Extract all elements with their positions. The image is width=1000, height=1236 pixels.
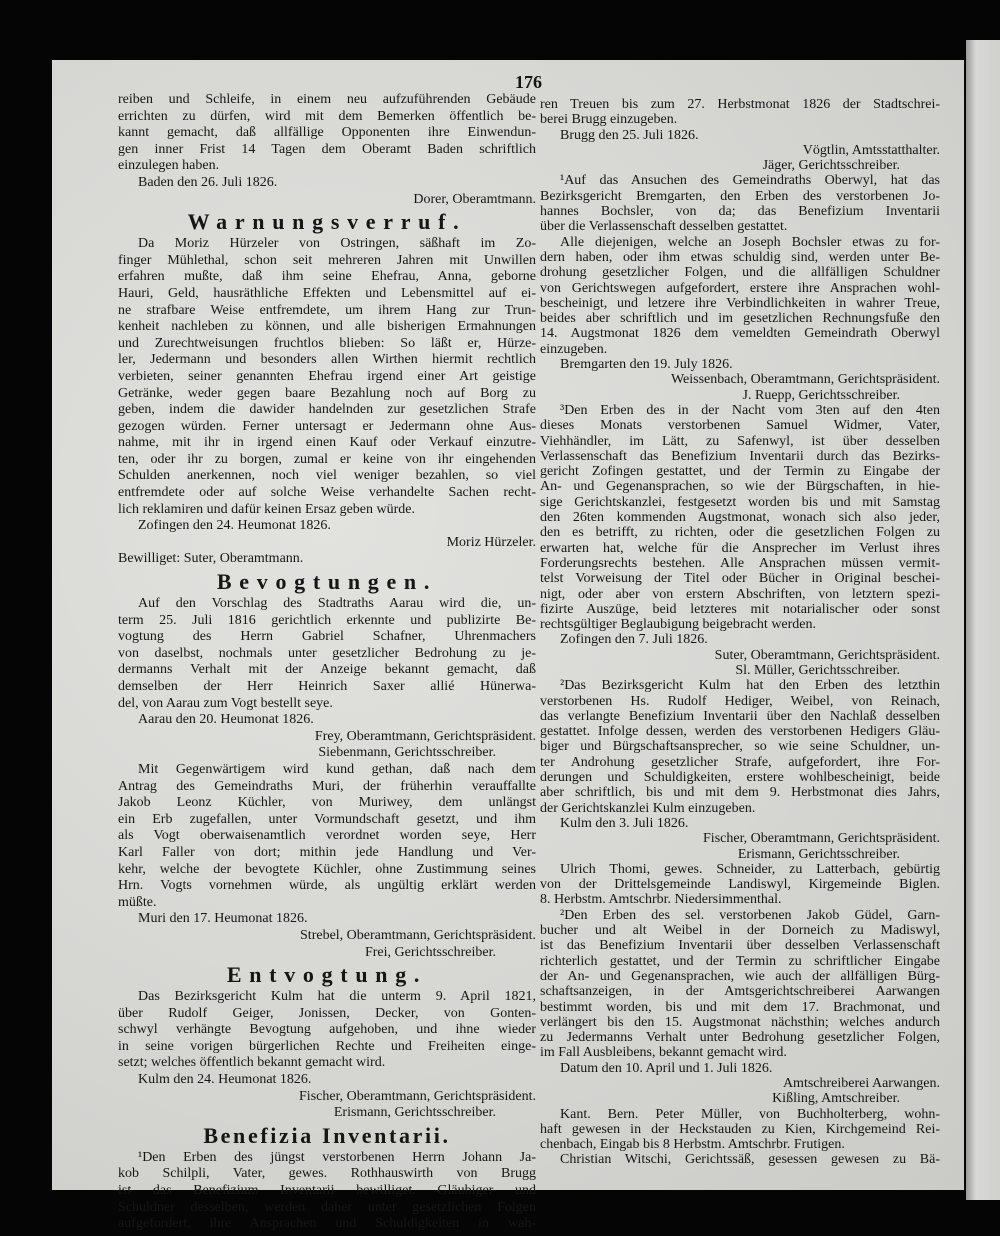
text-line: finger Mühlethal, schon seit mehreren Jahren mit Unwillen	[118, 252, 536, 268]
text-line: ren Treuen bis zum 27. Herbstmonat 1826 der Stadtschrei-	[540, 97, 940, 112]
text-line: Karl Faller von dort; mithin jede Handlung und Ver-	[118, 844, 536, 860]
text-line: im Fall Ausbleibens, bekannt gemacht wird.	[540, 1045, 787, 1061]
signature-block	[540, 1076, 940, 1107]
dateline-text: Bremgarten den 19. July 1826.	[560, 357, 733, 373]
text-line: hannes Bochsler, von da; das Benefizium Inventarii	[540, 204, 940, 220]
signature-block	[540, 372, 940, 403]
text-line: ter Androhung gesetzlicher Strafe, aufgefordert, ihre For-	[540, 754, 940, 770]
dateline-text: Aarau den 20. Heumonat 1826.	[138, 712, 314, 728]
text-line: errichten zu dürfen, wird mit dem Bemerken öffentlich be-	[118, 108, 536, 124]
text-line: verlängert bis den 15. Augstmonat nächsthin; welches andurch	[540, 1014, 940, 1030]
text-line: demselben der Herr Heinrich Saxer allié Hünerwa-	[118, 679, 536, 694]
dateline	[540, 357, 940, 372]
text-line: und Zurechtweisungen fruchtlos blieben: So läßt er, Hürze-	[118, 335, 536, 351]
text-line: gestattet. Infolge dessen, werden des verstorbenen Hedigers Gläu-	[540, 724, 940, 740]
text-line: del, von Aarau zum Vogt bestellt seye.	[118, 695, 333, 711]
text-line: über die Verlassenschaft desselben gestattet.	[540, 219, 788, 235]
dateline-text: Zofingen den 24. Heumonat 1826.	[138, 518, 331, 534]
text-line: ten, oder ihr zu borgen, zumal er keine von ihr eingehenden	[118, 451, 536, 467]
signature-line: Moriz Hürzeler.	[446, 534, 536, 550]
dateline-text: Zofingen den 7. Juli 1826.	[560, 632, 708, 648]
text-line: Alle diejenigen, welche an Joseph Bochsler etwas zu for-	[560, 234, 940, 250]
section-heading: Benefizia Inventarii.	[203, 1122, 451, 1148]
notice-paragraph	[540, 1107, 940, 1153]
signature-line: Vögtlin, Amtsstatthalter.	[802, 142, 940, 158]
text-line: gen inner Frist 14 Tagen dem Oberamt Baden schriftlich	[118, 141, 536, 157]
text-line: nigt, oder aber von erstern Abschriften, von letztern spezi-	[540, 586, 940, 602]
text-line: kenheit nachleben zu können, und alle bisherigen Ermahnungen	[118, 319, 536, 335]
text-line: schaftsanzeigen, in der Amtsgerichtschreiberei Aarwangen	[540, 984, 940, 1000]
text-line: ist das Benefizium Inventarii über desselben Verlassenschaft	[540, 938, 940, 954]
signature-line: J. Ruepp, Gerichtsschreiber.	[742, 387, 900, 403]
text-line: von Gerichtswegen aufgefordert, erstere ihre Ansprachen wohl-	[540, 280, 940, 296]
text-line: ²Den Erben des sel. verstorbenen Jakob Güdel, Garn-	[560, 907, 940, 923]
text-line: Auf den Vorschlag des Stadtraths Aarau wird die, un-	[138, 596, 536, 612]
text-line: erfahren mußte, daß ihm seine Ehefrau, Anna, geborne	[118, 269, 536, 285]
text-line: ²Das Bezirksgericht Kulm hat den Erben des letzthin	[560, 678, 940, 694]
text-line: kehr, welche der bevogtete Küchler, ohne Zustimmung seines	[118, 861, 536, 877]
text-line: rechtsgültiger Beglaubigung beigebracht werden.	[540, 617, 817, 633]
text-line: über Rudolf Geiger, Jonissen, Decker, von Gonten-	[118, 1005, 536, 1021]
text-line: nahme, mit ihr in irgend einen Kauf oder Verkauf einzutre-	[118, 435, 536, 451]
signature-block	[118, 729, 536, 762]
left-column	[118, 92, 536, 1233]
dateline-text: Brugg den 25. Juli 1826.	[560, 127, 699, 143]
text-line: haft gewesen in der Heckstauden zu Kien, Kirchgemeind Rei-	[540, 1121, 940, 1137]
text-line: biger und Bürgschaftsansprecher, so wie seine Schuldner, un-	[540, 739, 940, 755]
text-line: setzt; welches öffentlich bekannt gemacht wird.	[118, 1055, 386, 1071]
text-line: richterlich gestattet, und der Termin zu schriftlicher Eingabe	[540, 953, 940, 969]
text-line: term 25. Juli 1816 gerichtlich erkennte und publizirte Be-	[118, 612, 536, 628]
dateline-text: Kulm den 24. Heumonat 1826.	[138, 1072, 312, 1088]
notice-paragraph	[540, 235, 940, 357]
notice-paragraph	[540, 173, 940, 234]
notice-paragraph	[118, 596, 536, 712]
notice-paragraph	[118, 236, 536, 518]
text-line: den es betrifft, zu richten, oder die gesetzlichen Folgen zu	[540, 525, 940, 541]
text-line: Getränke, weder gegen baare Bezahlung noch auf Borg zu	[118, 385, 536, 401]
dateline	[118, 712, 536, 729]
signature-line: Amtschreiberei Aarwangen.	[782, 1076, 940, 1091]
text-line: Schulden anerkennen, noch viel weniger bezahlen, so viel	[118, 468, 536, 484]
signature-line: Sl. Müller, Gerichtsschreiber.	[735, 662, 900, 678]
signature-line: Weissenbach, Oberamtmann, Gerichtspräsident.	[670, 372, 940, 388]
signature-line: Frey, Oberamtmann, Gerichtspräsident.	[314, 728, 536, 744]
text-line: gericht Zofingen gestattet, und der Termin zu Eingabe der	[540, 464, 940, 480]
text-line: Ulrich Thomi, gewes. Schneider, zu Latterbach, gebürtig	[560, 861, 940, 877]
adjacent-page-edge	[966, 40, 1000, 1200]
continued-paragraph	[540, 97, 940, 128]
text-line: Verlassenschaft das Benefizium Inventarii durch das Bezirks-	[540, 448, 940, 464]
text-line: ler, Jedermann und besonders allen Wirthen hiermit rechtlich	[118, 352, 536, 368]
signature-line: Siebenmann, Gerichtsschreiber.	[318, 745, 496, 761]
text-line: einzugeben.	[540, 341, 608, 357]
signature-line: Dorer, Oberamtmann.	[413, 191, 536, 207]
right-column	[540, 97, 940, 1168]
text-line: An- und Gegenansprachen, so wie der Bürgschaften, in hie-	[540, 479, 940, 495]
signature-line: Jäger, Gerichtsschreiber.	[762, 158, 900, 174]
text-line: verbieten, seiner genannten Ehefrau irgend einer Art geistige	[118, 368, 536, 384]
text-line: bucher und alt Weibel in der Dorneich zu Madiswyl,	[540, 923, 940, 939]
text-line: ein Erb zugefallen, unter Vormundschaft gesetzt, und ihm	[118, 811, 536, 827]
text-line: dern haben, oder ihm etwas schuldig sind, werden unter Be-	[540, 249, 940, 265]
section-heading: Bevogtungen.	[216, 569, 438, 595]
dateline-text: Baden den 26. Juli 1826.	[138, 174, 278, 190]
text-line: Mit Gegenwärtigem wird kund gethan, daß nach dem	[138, 761, 536, 777]
text-line: beides aber schriftlich und im gesetzlichen Rechnungsfuße den	[540, 311, 940, 327]
signature-line: Erismann, Gerichtsschreiber.	[333, 1105, 496, 1121]
text-line: von der Drittelsgemeinde Landiswyl, Kirgemeinde Biglen.	[540, 877, 940, 893]
text-line: verstorbenen Hs. Rudolf Hediger, Weibel, von Reinach,	[540, 693, 940, 709]
text-line: fizirte Auszüge, beid letzteres mit notarialischer oder sonst	[540, 601, 940, 617]
section-heading: Warnungsverruf.	[187, 209, 467, 235]
text-line: der Gerichtskanzlei Kulm einzugeben.	[540, 800, 756, 816]
text-line: Antrag des Gemeindraths Muri, der früherhin verauffallte	[118, 778, 536, 794]
text-line: reiben und Schleife, in einem neu aufzuführenden Gebäude	[118, 92, 536, 107]
signature-line: Kißling, Amtschreiber.	[772, 1091, 900, 1107]
text-line: aufgefordert, ihre Ansprachen und Schuldigkeiten in wah-	[118, 1216, 536, 1232]
text-line: bestimmt worden, bis und mit dem 17. Brachmonat, und	[540, 999, 940, 1015]
text-line: drohung gesetzlicher Folgen, und die allfälligen Schuldner	[540, 265, 940, 281]
text-line: müßte.	[118, 894, 157, 910]
text-line: derungen und Schuldigkeiten, erstere wohlbescheinigt, beide	[540, 770, 940, 786]
text-line: das verlangte Benefizium Inventarii über den Nachlaß desselben	[540, 708, 940, 724]
signature-block	[118, 928, 536, 961]
dateline	[118, 1072, 536, 1089]
signature-block	[118, 192, 536, 209]
text-line: entfremdete oder auf solche Weise verhandelte Sachen recht-	[118, 485, 536, 501]
dateline	[540, 816, 940, 831]
notice-paragraph	[540, 908, 940, 1061]
text-line: dieses Monats verstorbenen Samuel Widmer, Vater,	[540, 418, 940, 434]
text-line: Kant. Bern. Peter Müller, von Buchholterberg, wohn-	[560, 1106, 940, 1122]
text-line: zu Jedermanns Verhalt unter Bedrohung gesetzlicher Folgen,	[540, 1030, 940, 1046]
text-line: in seine vorigen bürgerlichen Rechte und Freiheiten einge-	[118, 1038, 536, 1054]
signature-block	[540, 648, 940, 679]
signature-block	[118, 535, 536, 552]
text-line: kob Schilpli, Vater, gewes. Rothhauswirth von Brugg	[118, 1166, 536, 1182]
text-line: ne strafbare Weise entfremdete, um ihrem Hang zur Trun-	[118, 302, 536, 318]
signature-line: Fischer, Oberamtmann, Gerichtspräsident.	[703, 831, 940, 847]
text-line: dermanns Verhalt mit der Anzeige bekannt gemacht, daß	[118, 662, 536, 678]
dateline	[540, 128, 940, 143]
text-line: Jakob Leonz Küchler, von Muriwey, dem unlängst	[118, 795, 536, 811]
text-line: Schuldner desselben, werden daher unter gesetzlichen Folgen	[118, 1199, 536, 1215]
signature-line: Fischer, Oberamtmann, Gerichtspräsident.	[299, 1088, 536, 1104]
text-line: 14. Augstmonat 1826 dem vemeldten Gemeindrath Oberwyl	[540, 326, 940, 342]
text-line: gezogen würden. Ferner untersagt er Jedermann ohne Aus-	[118, 418, 536, 434]
text-line: einzulegen haben.	[118, 158, 220, 174]
text-line: ³Den Erben des in der Nacht vom 3ten auf den 4ten	[560, 402, 940, 418]
text-line: der An- und Gegenansprachen, wie auch der allfälligen Bürg-	[540, 968, 940, 984]
section-heading: Entvogtung.	[226, 962, 428, 988]
notice-paragraph	[540, 403, 940, 632]
text-line: lich reklamiren und dafür keinen Ersaz geben würde.	[118, 501, 415, 517]
notice-paragraph	[540, 678, 940, 816]
text-line: geben, indem die dawider handelnden zur gesetzlichen Strafe	[118, 402, 536, 418]
text-line: den 26ten kommenden Augstmonat, wonach sich also jeder,	[540, 510, 940, 526]
text-line: bescheinigt, und letzere ihre Verbindlichkeiten in wahrer Treue,	[540, 295, 940, 311]
text-line: vogtung des Herrn Gabriel Schafner, Uhrenmachers	[118, 629, 536, 645]
signature-line: Frei, Gerichtsschreiber.	[364, 944, 496, 960]
text-line: ist das Benefizium Inventarii bewilliget. Gläubiger und	[118, 1183, 536, 1199]
signature-line: Erismann, Gerichtsschreiber.	[737, 846, 900, 862]
text-line: ¹Den Erben des jüngst verstorbenen Herrn Johann Ja-	[138, 1149, 536, 1165]
dateline	[118, 518, 536, 535]
text-line: sige Gerichtskanzlei, festgesetzt worden bis und mit Samstag	[540, 494, 940, 510]
dateline	[118, 911, 536, 928]
text-line: Bezirksgericht Bremgarten, den Erben des verstorbenen Jo-	[540, 188, 940, 204]
dateline	[540, 632, 940, 647]
text-line: Forderungsrechts bestehen. Alle Ansprachen müssen vermit-	[540, 555, 940, 571]
notice-paragraph	[118, 762, 536, 911]
dateline-text: Kulm den 3. Juli 1826.	[560, 815, 689, 831]
text-line: Das Bezirksgericht Kulm hat die unterm 9. April 1821,	[138, 989, 536, 1005]
text-line: von daselbst, nochmals unter gesetzlicher Bedrohung zu je-	[118, 645, 536, 661]
page-number: 176	[515, 72, 542, 92]
dateline-text: Datum den 10. April und 1. Juli 1826.	[560, 1060, 773, 1076]
notice-paragraph	[118, 1150, 536, 1233]
text-line: als Vogt oberwaisenamtlich verordnet worden seye, Herr	[118, 828, 536, 844]
text-line: Hrn. Vogts vornehmen würde, als ungültig erklärt werden	[118, 878, 536, 894]
notice-paragraph	[540, 1152, 940, 1167]
text-line: berei Brugg einzugeben.	[540, 112, 678, 128]
signature-line: Suter, Oberamtmann, Gerichtspräsident.	[714, 647, 940, 663]
signature-block	[118, 1089, 536, 1122]
signature-block	[540, 831, 940, 862]
notice-paragraph	[118, 989, 536, 1072]
dateline-text: Muri den 17. Heumonat 1826.	[138, 911, 308, 927]
text-line: erwarten hat, welche für die Ansprecher im Verlust ihres	[540, 540, 940, 556]
text-line: 8. Herbstm. Amtschrbr. Niedersimmenthal.	[540, 892, 782, 908]
dateline	[540, 1061, 940, 1076]
signature-block	[540, 143, 940, 174]
text-line: Hauri, Geld, hausräthliche Effekten und Lebensmittel auf ei-	[118, 285, 536, 301]
text-line: Christian Witschi, Gerichtssäß, gesessen gewesen zu Bä-	[560, 1152, 940, 1168]
approval-text: Bewilliget: Suter, Oberamtmann.	[118, 551, 304, 567]
text-line: ¹Auf das Ansuchen des Gemeindraths Oberwyl, hat das	[560, 173, 940, 189]
notice-paragraph	[540, 862, 940, 908]
signature-line: Strebel, Oberamtmann, Gerichtspräsident.	[300, 927, 536, 943]
approval-line	[118, 551, 536, 568]
text-line: telst Vorweisung der Titel oder Bücher in Original beschei-	[540, 571, 940, 587]
text-line: chenbach, Eingab bis 8 Herbstm. Amtschrbr. Frutigen.	[540, 1137, 845, 1153]
text-line: Da Moriz Hürzeler von Ostringen, säßhaft im Zo-	[138, 236, 536, 252]
dateline	[118, 175, 536, 192]
text-line: Viehhändler, im Lätt, zu Safenwyl, ist über desselben	[540, 433, 940, 449]
text-line: kannt gemacht, daß allfällige Opponenten ihre Einwendun-	[118, 125, 536, 141]
text-line: schwyl verhängte Bevogtung aufgehoben, und ihne wieder	[118, 1022, 536, 1038]
text-line: aber schriftlich, bis und mit dem 9. Herbstmonat dies Jahrs,	[540, 785, 940, 801]
continued-paragraph	[118, 92, 536, 175]
